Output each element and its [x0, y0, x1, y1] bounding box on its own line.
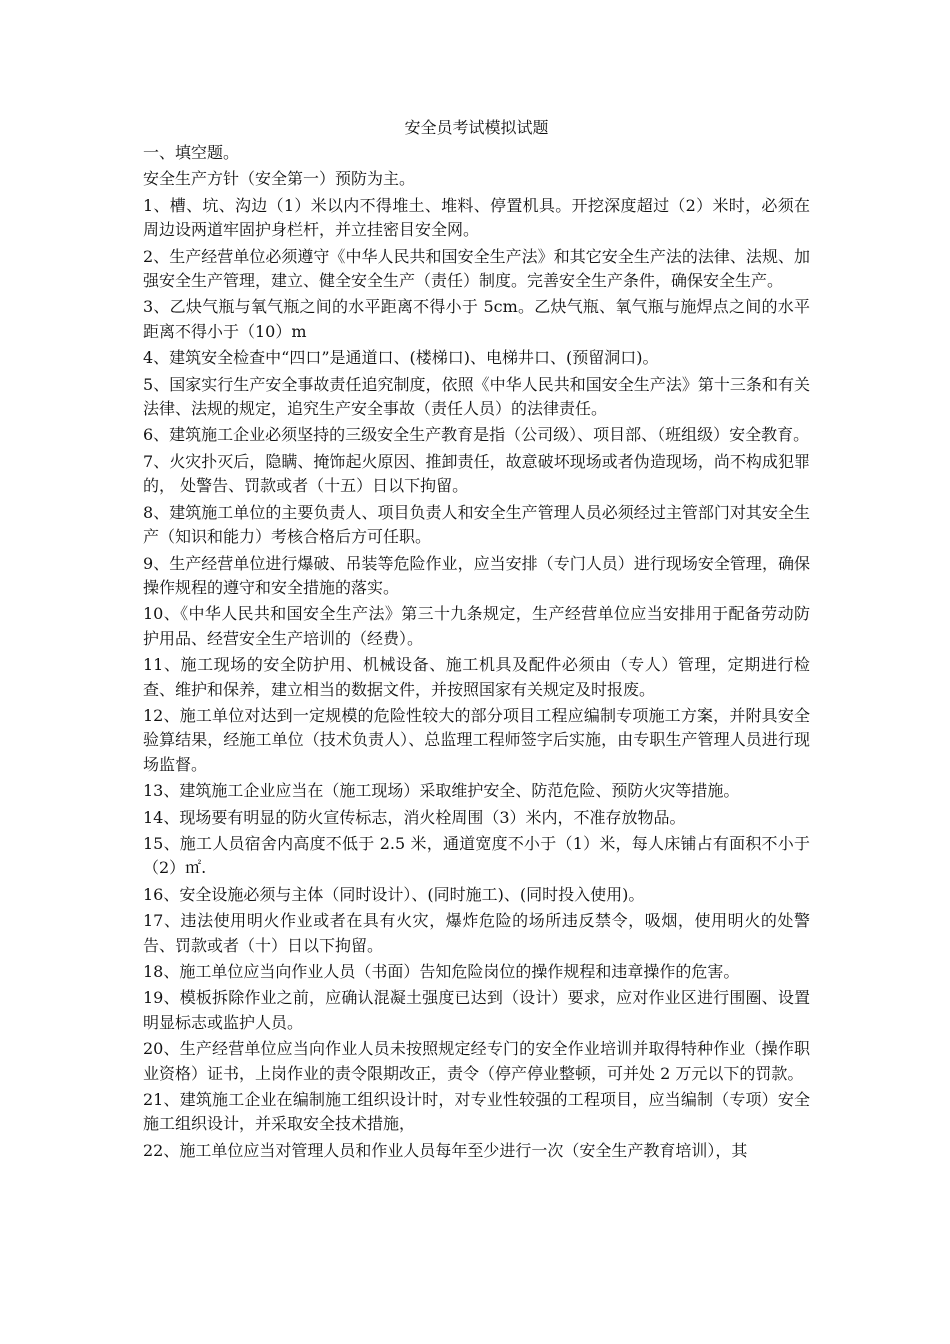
question-12: 12、施工单位对达到一定规模的危险性较大的部分项目工程应编制专项施工方案，并附具安全验算结果，经施工单位（技术负责人）、总监理工程师签字后实施，由专职生产管理人员进行现场监督。: [143, 705, 810, 774]
question-11: 11、施工现场的安全防护用、机械设备、施工机具及配件必须由（专人）管理，定期进行检查、维护和保养，建立相当的数据文件，并按照国家有关规定及时报废。: [143, 655, 810, 699]
question-7: 7、火灾扑灭后，隐瞒、掩饰起火原因、推卸责任，故意破坏现场或者伪造现场，尚不构成犯罪的， 处警告、罚款或者（十五）日以下拘留。: [143, 451, 810, 496]
question-5: 5、国家实行生产安全事故责任追究制度，依照《中华人民共和国安全生产法》第十三条和有关法律、法规的规定，追究生产安全事故（责任人员）的法律责任。: [143, 374, 810, 419]
question-21: 21、建筑施工企业在编制施工组织设计时，对专业性较强的工程项目，应当编制（专项）安全施工组织设计，并采取安全技术措施，: [143, 1090, 810, 1134]
question-10: 10、《中华人民共和国安全生产法》第三十九条规定，生产经营单位应当安排用于配备劳动防护用品、经营安全生产培训的（经费）。: [143, 604, 810, 648]
question-4: 4、建筑安全检查中“四口”是通道口、(楼梯口)、电梯井口、(预留洞口)。: [143, 348, 659, 368]
section-heading: 一、填空题。: [143, 143, 240, 162]
question-18: 18、施工单位应当向作业人员（书面）告知危险岗位的操作规程和违章操作的危害。: [143, 962, 740, 981]
document-title: 安全员考试模拟试题: [404, 118, 549, 137]
question-17: 17、违法使用明火作业或者在具有火灾，爆炸危险的场所违反禁令，吸烟，使用明火的处警告、罚款或者（十）日以下拘留。: [143, 911, 810, 955]
question-1: 1、槽、坑、沟边（1）米以内不得堆土、堆料、停置机具。开挖深度超过（2）米时，必须在周边设两道牢固护身栏杆，并立挂密目安全网。: [143, 195, 810, 240]
question-3: 3、乙炔气瓶与氧气瓶之间的水平距离不得小于 5cm。乙炔气瓶、氧气瓶与施焊点之间的水平距离不得小于（10）m: [143, 297, 810, 341]
document-page: [143, 114, 810, 1163]
question-6: 6、建筑施工企业必须坚持的三级安全生产教育是指（公司级）、项目部、（班组级）安全教育。: [143, 425, 810, 445]
question-2: 2、生产经营单位必须遵守《中华人民共和国安全生产法》和其它安全生产法的法律、法规、加强安全生产管理，建立、健全安全生产（责任）制度。完善安全生产条件，确保安全生产。: [143, 246, 810, 291]
question-15: 15、施工人员宿舍内高度不低于 2.5 米，通道宽度不小于（1）米，每人床铺占有面积不小于（2）㎡.: [143, 833, 810, 878]
intro-line: 安全生产方针（安全第一）预防为主。: [143, 169, 416, 189]
question-20: 20、生产经营单位应当向作业人员未按照规定经专门的安全作业培训并取得特种作业（操作职业资格）证书，上岗作业的责令限期改正，责令（停产停业整顿，可并处 2 万元以下的罚款。: [143, 1039, 810, 1083]
question-8: 8、建筑施工单位的主要负责人、项目负责人和安全生产管理人员必须经过主管部门对其安全生产（知识和能力）考核合格后方可任职。: [143, 502, 810, 547]
question-13: 13、建筑施工企业应当在（施工现场）采取维护安全、防范危险、预防火灾等措施。: [143, 781, 740, 801]
question-22: 22、施工单位应当对管理人员和作业人员每年至少进行一次（安全生产教育培训），其: [143, 1140, 748, 1160]
question-14: 14、现场要有明显的防火宣传标志，消火栓周围（3）米内，不准存放物品。: [143, 807, 686, 827]
question-16: 16、安全设施必须与主体（同时设计）、(同时施工)、(同时投入使用)。: [143, 884, 645, 904]
question-9: 9、生产经营单位进行爆破、吊装等危险作业，应当安排（专门人员）进行现场安全管理，确保操作规程的遵守和安全措施的落实。: [143, 553, 810, 597]
question-19: 19、模板拆除作业之前，应确认混凝土强度已达到（设计）要求，应对作业区进行围圈、设置明显标志或监护人员。: [143, 988, 810, 1032]
